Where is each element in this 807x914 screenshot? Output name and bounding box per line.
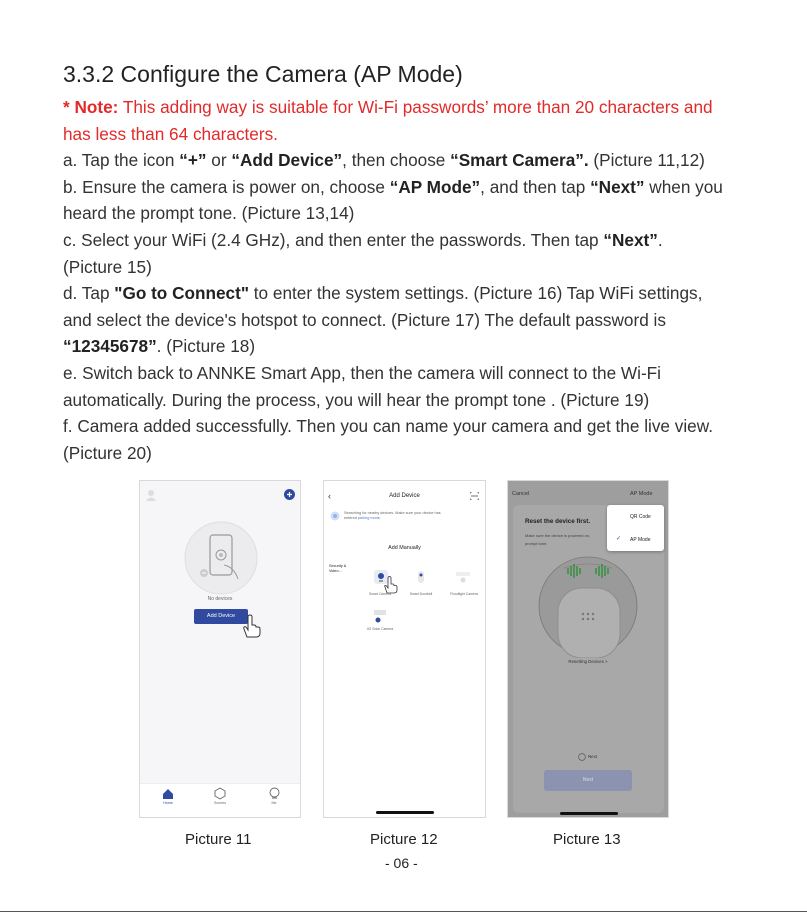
smart-doorbell-icon[interactable] — [416, 571, 426, 583]
device-4g-solar-camera[interactable]: 4G Solar Camera — [366, 627, 394, 631]
tab-home[interactable]: Home — [163, 801, 173, 805]
step-a: a. Tap the icon “+” or “Add Device”, then choose “Smart Camera”. (Picture 11,12) — [63, 150, 705, 171]
screenshot-picture-12 — [323, 480, 486, 818]
home-indicator — [560, 812, 618, 815]
note-line-1: * Note: This adding way is suitable for Wi-Fi passwords’ more than 20 characters and — [63, 97, 713, 117]
empty-state-label: No devices — [207, 596, 233, 602]
caption-picture-11: Picture 11 — [185, 831, 252, 848]
page-bottom-rule — [0, 911, 807, 912]
mode-menu — [607, 505, 664, 551]
checkbox-icon[interactable] — [578, 753, 586, 761]
search-hint-line-2: entered pairing mode. — [344, 516, 381, 520]
page-number: - 06 - — [385, 855, 418, 871]
mode-switcher[interactable]: AP Mode — [630, 491, 653, 497]
floodlight-camera-icon[interactable] — [456, 571, 470, 583]
solar-camera-icon[interactable] — [372, 608, 388, 624]
note-prefix: * Note: — [63, 97, 119, 117]
tab-me[interactable]: Me — [271, 801, 277, 805]
home-icon[interactable] — [162, 788, 174, 800]
page-heading: 3.3.2 Configure the Camera (AP Mode) — [63, 61, 463, 87]
add-device-title: Add Device — [389, 493, 420, 499]
category-security-video[interactable]: Security & Video... — [329, 564, 347, 573]
step-e: e. Switch back to ANNKE Smart App, then the camera will connect to the Wi-Fi — [63, 362, 661, 383]
scan-icon[interactable] — [470, 492, 479, 500]
home-indicator — [376, 811, 434, 814]
search-spinner-icon — [330, 511, 340, 521]
caption-picture-12: Picture 12 — [370, 831, 438, 848]
check-icon: ✓ — [616, 536, 622, 542]
avatar-icon[interactable] — [145, 489, 157, 501]
cancel-link[interactable]: Cancel — [512, 491, 530, 497]
step-d: d. Tap "Go to Connect" to enter the system settings. (Picture 16) Tap WiFi settings, — [63, 283, 703, 304]
step-f-line-2: (Picture 20) — [63, 442, 152, 463]
step-e-line-2: automatically. During the process, you will hear the prompt tone . (Picture 19) — [63, 389, 650, 410]
menu-ap-mode[interactable]: AP Mode — [630, 537, 651, 543]
resetting-devices-link[interactable]: Resetting Devices > — [568, 659, 608, 664]
next-button[interactable]: Next — [544, 770, 632, 791]
pairing-mode-link[interactable]: pairing mode. — [357, 516, 381, 520]
reset-title: Reset the device first. — [525, 518, 591, 525]
reset-desc-line-2: prompt tone. — [525, 541, 548, 546]
step-b-line-2: heard the prompt tone. (Picture 13,14) — [63, 203, 355, 224]
step-b: b. Ensure the camera is power on, choose “AP Mode”, and then tap “Next” when you — [63, 176, 723, 197]
caption-picture-13: Picture 13 — [553, 831, 621, 848]
plus-icon[interactable] — [284, 489, 295, 500]
add-device-button[interactable]: Add Device — [194, 609, 248, 624]
device-smart-doorbell[interactable]: Smart Doorbell — [409, 592, 433, 596]
step-f: f. Camera added successfully. Then you can name your camera and get the live view. — [63, 416, 713, 437]
step-c: c. Select your WiFi (2.4 GHz), and then enter the passwords. Then tap “Next”. — [63, 229, 663, 250]
phone-illustration-icon — [184, 521, 258, 595]
camera-illustration-icon — [538, 554, 640, 658]
reset-desc-line-1: Make sure the device is powered on, — [525, 533, 591, 538]
step-d-line-2: and select the device's hotspot to connect. (Picture 17) The default password is — [63, 309, 666, 330]
next-checkbox-label: Next — [588, 754, 598, 759]
screenshot-picture-13 — [507, 480, 669, 818]
instructions — [63, 94, 753, 466]
step-c-line-2: (Picture 15) — [63, 256, 152, 277]
step-d-line-3: “12345678”. (Picture 18) — [63, 336, 256, 357]
screenshot-picture-11 — [139, 480, 301, 818]
hand-pointer-icon — [240, 613, 262, 639]
me-icon[interactable] — [269, 787, 280, 800]
device-smart-camera[interactable]: Smart Camera — [368, 592, 392, 596]
device-floodlight-camera[interactable]: Floodlight Camera — [450, 592, 478, 596]
menu-qr-code[interactable]: QR Code — [630, 514, 651, 520]
back-chevron-icon[interactable]: ‹ — [328, 491, 331, 501]
add-manually-heading: Add Manually — [388, 545, 421, 551]
note-line-2: has less than 64 characters. — [63, 123, 278, 144]
scenes-icon[interactable] — [214, 787, 226, 800]
tab-scenes[interactable]: Scenes — [214, 801, 226, 805]
search-hint-line-1: Searching for nearby devices. Make sure your device has — [344, 511, 441, 515]
